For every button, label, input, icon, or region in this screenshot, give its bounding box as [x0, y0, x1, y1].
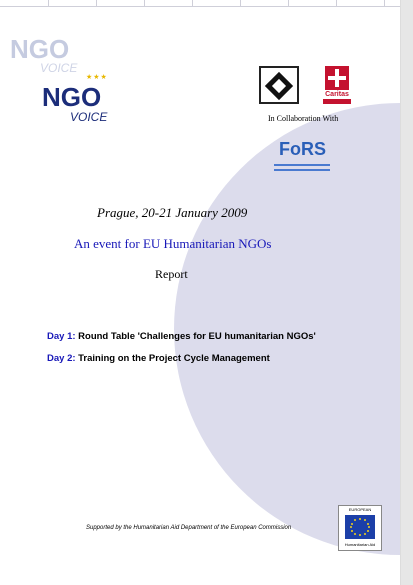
day-2-line — [47, 353, 270, 364]
top-band — [0, 0, 400, 7]
fors-logo: FoRS — [266, 139, 346, 179]
event-date-place: Prague, 20-21 January 2009 — [97, 205, 248, 220]
collaboration-text: In Collaboration With — [268, 114, 339, 123]
european-commission-logo: EUROPEAN Humanitarian Aid — [338, 505, 382, 551]
day-1-line — [47, 331, 316, 342]
day-1-label: Day 1: — [47, 331, 76, 342]
report-heading: Report — [155, 267, 188, 281]
partner-logo-icon — [259, 66, 299, 104]
day-1-text: Round Table 'Challenges for EU humanitarian NGOs' — [78, 331, 316, 342]
day-2-label: Day 2: — [47, 353, 76, 364]
eu-flag-icon — [345, 515, 375, 539]
event-title: An event for EU Humanitarian NGOs — [74, 236, 272, 251]
caritas-logo: Caritas — [323, 64, 351, 104]
day-2-text: Training on the Project Cycle Management — [78, 353, 270, 364]
support-credit: Supported by the Humanitarian Aid Department of the European Commission — [86, 525, 292, 531]
viewer-margin — [401, 0, 413, 585]
caritas-cross-icon — [325, 66, 349, 90]
eu-stars-icon: ★★★ — [86, 73, 108, 81]
ngo-voice-logo-faded: NGO VOICE — [10, 34, 78, 75]
ngo-voice-logo: ★★★ NGO VOICE — [42, 73, 108, 124]
